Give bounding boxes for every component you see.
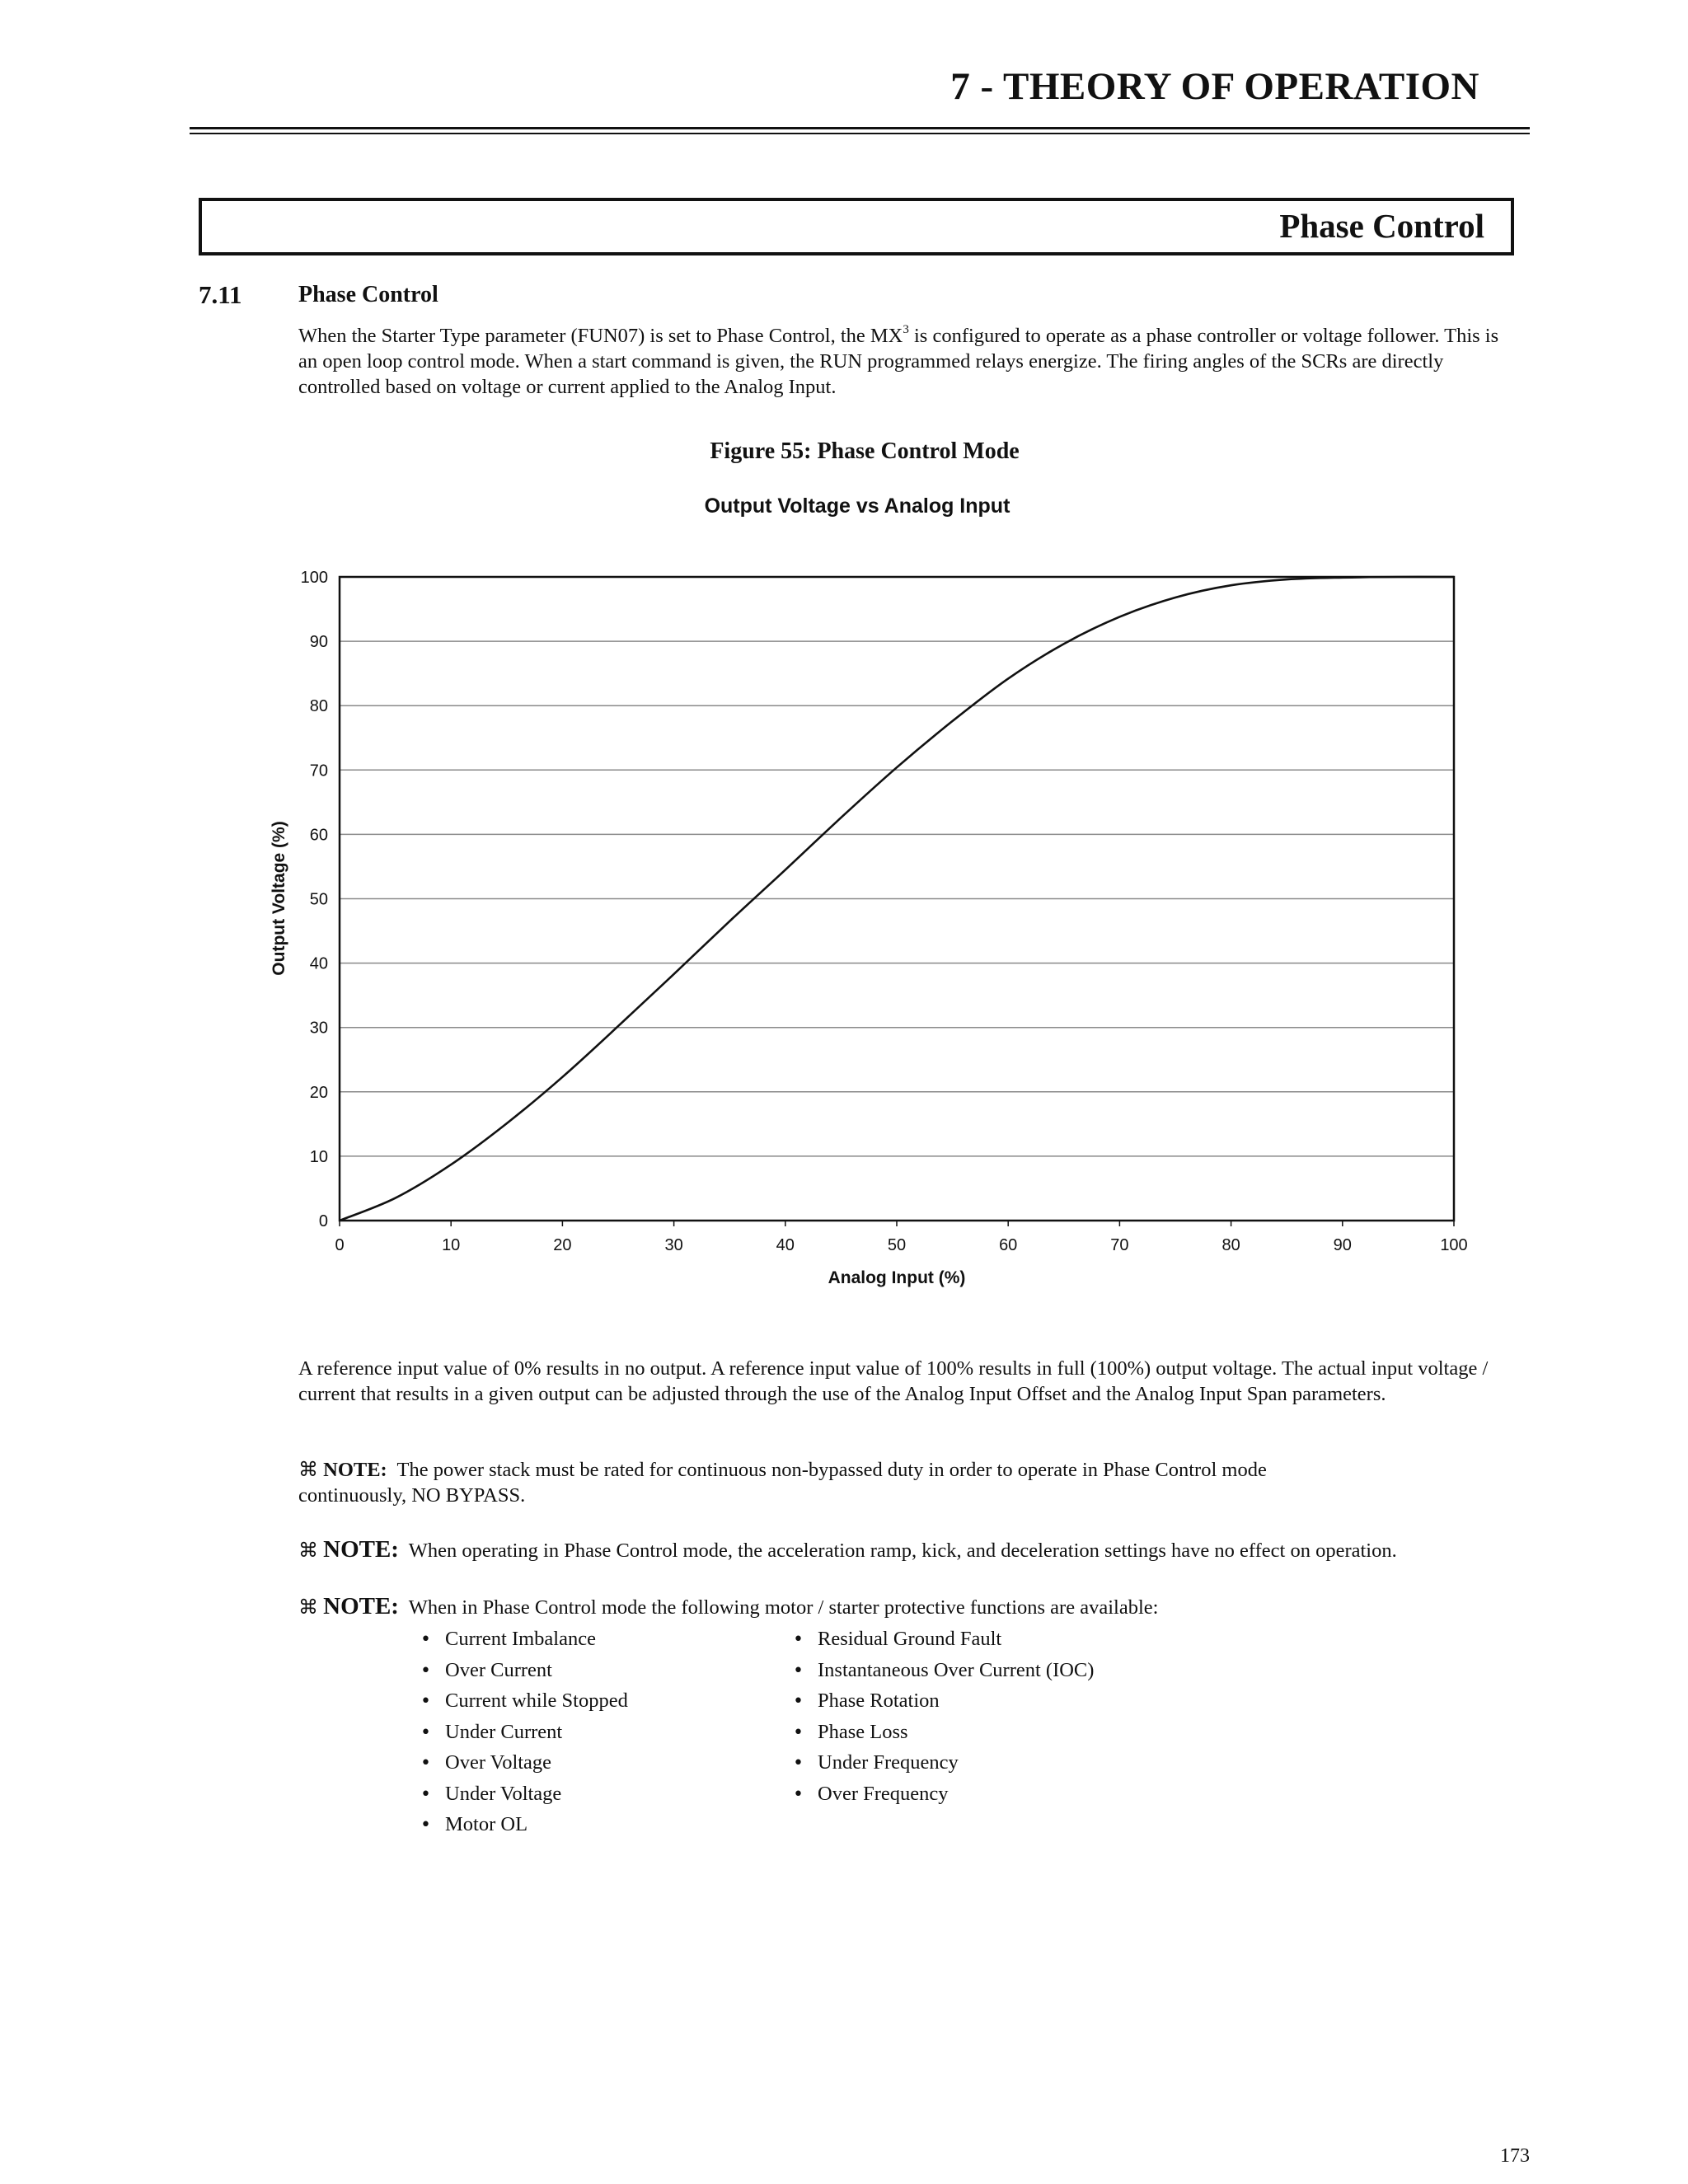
body-paragraph: A reference input value of 0% results in no output. A reference input value of 100% results in full (100%) output voltage. The actual input voltage / current that results in a given output can be adjusted through the use of the Analog Input Offset and the Analog Input Span parameters.	[298, 1357, 1489, 1405]
x-tick-label: 10	[442, 1236, 461, 1254]
protective-function-label: Under Current	[445, 1720, 563, 1743]
protective-function-item	[793, 1659, 1094, 1682]
bullet-icon: •	[420, 1660, 431, 1681]
x-axis-label: Analog Input (%)	[828, 1268, 966, 1287]
bullet-icon: •	[420, 1753, 431, 1774]
bullet-icon: •	[793, 1722, 804, 1743]
note-protective-functions	[298, 1594, 1535, 1620]
x-tick-label: 50	[887, 1236, 907, 1254]
y-tick-label: 60	[309, 826, 328, 845]
protective-function-label: Instantaneous Over Current (IOC)	[818, 1658, 1095, 1681]
note-text: The power stack must be rated for continuous non-bypassed duty in order to operate in Phase Control mode continuously, NO BYPASS.	[298, 1459, 1267, 1507]
bullet-icon: •	[793, 1629, 804, 1650]
intro-text-end: is configured to operate as a phase controller or voltage follower. This is an open loop control mode. When a start command is given, the RUN programmed relays energize. The firing angles of the SCRs are directly controlled based on voltage or current applied to the Analog Input.	[298, 325, 1499, 398]
note-label: NOTE:	[323, 1536, 399, 1563]
header-rule-top	[190, 127, 1530, 129]
section-box-title: Phase Control	[1279, 207, 1484, 245]
bullet-icon: •	[420, 1783, 431, 1805]
x-tick-label: 20	[553, 1236, 572, 1254]
protective-function-item	[793, 1690, 940, 1713]
bullet-icon: •	[420, 1722, 431, 1743]
page-number: 173	[1500, 2145, 1530, 2167]
note-power-stack	[298, 1457, 1287, 1508]
protective-function-label: Current Imbalance	[445, 1628, 596, 1650]
figure-caption: Figure 55: Phase Control Mode	[710, 438, 1020, 464]
bullet-icon: •	[793, 1783, 804, 1805]
y-tick-label: 50	[309, 890, 328, 909]
intro-paragraph	[298, 323, 1510, 400]
x-tick-label: 70	[1110, 1236, 1129, 1254]
protective-function-label: Current while Stopped	[445, 1690, 628, 1712]
note-label: NOTE:	[323, 1593, 399, 1619]
bullet-icon: •	[420, 1629, 431, 1650]
protective-function-item	[793, 1721, 908, 1744]
y-tick-label: 10	[309, 1147, 328, 1166]
x-tick-label: 0	[335, 1236, 345, 1254]
protective-function-item	[420, 1628, 596, 1651]
protective-function-item	[420, 1813, 528, 1836]
command-key-icon: ⌘	[298, 1539, 318, 1562]
y-tick-label: 20	[309, 1083, 328, 1102]
x-tick-label: 100	[1440, 1236, 1468, 1254]
intro-text-start: When the Starter Type parameter (FUN07) is set to Phase Control, the MX	[298, 325, 903, 347]
y-tick-label: 80	[309, 697, 328, 716]
protective-function-label: Phase Rotation	[818, 1690, 940, 1712]
bullet-icon: •	[793, 1660, 804, 1681]
y-tick-label: 40	[309, 954, 328, 973]
x-tick-label: 40	[776, 1236, 795, 1254]
protective-function-item	[420, 1690, 628, 1713]
y-tick-label: 70	[309, 762, 328, 780]
bullet-icon: •	[420, 1815, 431, 1835]
note-phase-control-ramp	[298, 1537, 1535, 1563]
y-tick-label: 0	[318, 1212, 328, 1230]
protective-function-item	[793, 1751, 959, 1774]
protective-function-label: Under Voltage	[445, 1782, 562, 1805]
protective-function-item	[420, 1783, 561, 1806]
protective-function-label: Residual Ground Fault	[818, 1628, 1002, 1650]
y-tick-label: 100	[300, 569, 328, 587]
protective-function-item	[420, 1659, 552, 1682]
section-heading: Phase Control	[298, 282, 438, 307]
note-text: When operating in Phase Control mode, the acceleration ramp, kick, and deceleration settings have no effect on operation.	[408, 1540, 1397, 1562]
command-key-icon: ⌘	[298, 1458, 318, 1481]
note-text: When in Phase Control mode the following motor / starter protective functions are available:	[408, 1596, 1159, 1619]
header-rule-bottom	[190, 133, 1530, 134]
y-tick-label: 30	[309, 1019, 328, 1038]
bullet-icon: •	[420, 1691, 431, 1712]
note-label: NOTE:	[323, 1459, 387, 1481]
intro-superscript: 3	[903, 322, 909, 336]
protective-function-item	[420, 1751, 551, 1774]
protective-function-label: Motor OL	[445, 1813, 528, 1835]
x-tick-label: 80	[1221, 1236, 1240, 1254]
x-tick-label: 60	[999, 1236, 1018, 1254]
section-title-box	[199, 198, 1514, 255]
section-number: 7.11	[199, 280, 242, 309]
protective-function-label: Phase Loss	[818, 1720, 908, 1743]
protective-function-item	[420, 1721, 562, 1744]
y-tick-label: 90	[309, 633, 328, 652]
x-tick-label: 90	[1333, 1236, 1352, 1254]
y-axis-label: Output Voltage (%)	[270, 821, 288, 976]
protective-function-label: Over Voltage	[445, 1751, 552, 1774]
protective-function-item	[793, 1628, 1001, 1651]
x-tick-label: 30	[664, 1236, 683, 1254]
protective-function-label: Under Frequency	[818, 1751, 959, 1774]
command-key-icon: ⌘	[298, 1596, 318, 1619]
protective-function-item	[793, 1783, 949, 1806]
chapter-title: 7 - THEORY OF OPERATION	[950, 65, 1479, 108]
protective-function-label: Over Frequency	[818, 1782, 949, 1805]
bullet-icon: •	[793, 1753, 804, 1774]
chart-title: Output Voltage vs Analog Input	[704, 494, 1010, 518]
bullet-icon: •	[793, 1691, 804, 1712]
protective-function-label: Over Current	[445, 1658, 552, 1681]
phase-control-chart	[247, 486, 1484, 1310]
